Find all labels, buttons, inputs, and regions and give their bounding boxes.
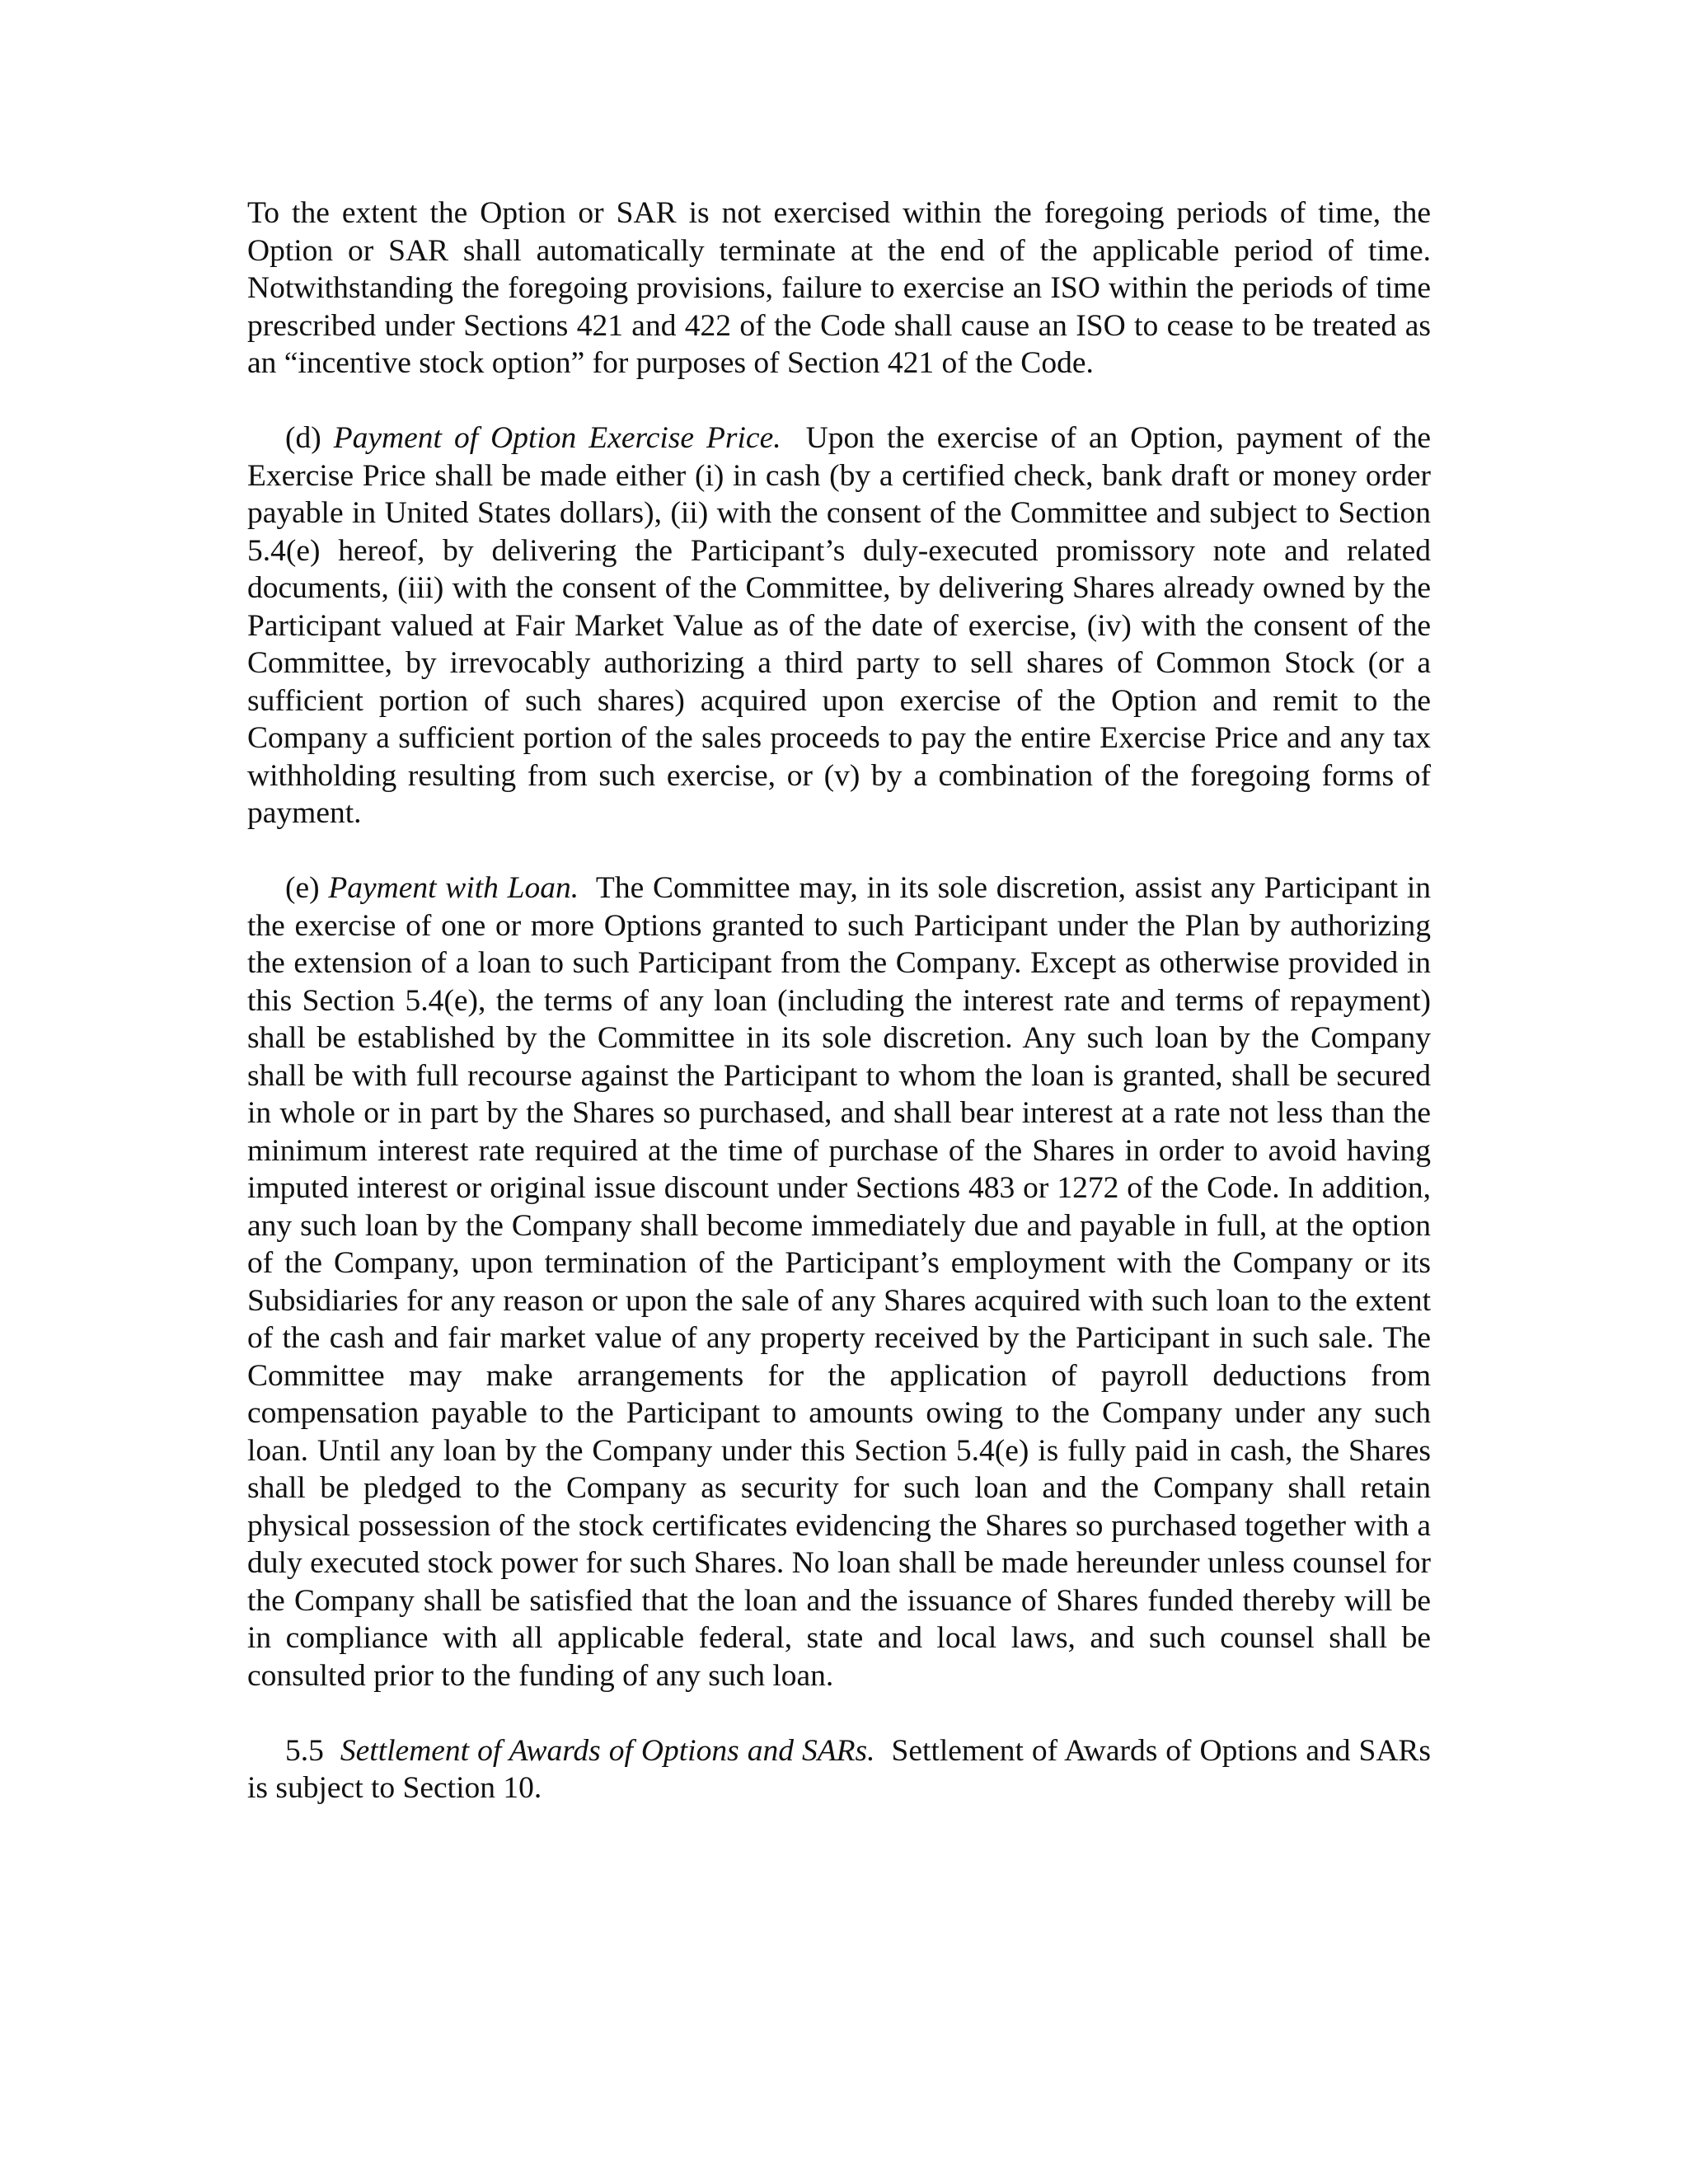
section-d-heading: Payment of Option Exercise Price. xyxy=(333,421,781,455)
section-5-5-label: 5.5 xyxy=(285,1733,324,1768)
section-d-paragraph xyxy=(247,419,1431,832)
section-d-body: Upon the exercise of an Option, payment of the Exercise Price shall be made either (i) in cash (by a certified check, bank draft or money order payable in United States dollars), (ii) with the consent of the Committee and subject to Section 5.4(e) hereof, by delivering the Participant’s duly-executed promissory note and related documents, (iii) with the consent of the Committee, by delivering Shares already owned by the Participant valued at Fair Market Value as of the date of exercise, (iv) with the consent of the Committee, by irrevocably authorizing a third party to sell shares of Common Stock (or a sufficient portion of such shares) acquired upon exercise of the Option and remit to the Company a sufficient portion of the sales proceeds to pay the entire Exercise Price and any tax withholding resulting from such exercise, or (v) by a combination of the foregoing forms of payment. xyxy=(247,421,1432,830)
section-d-label: (d) xyxy=(285,421,321,455)
section-5-5-heading: Settlement of Awards of Options and SARs. xyxy=(340,1733,875,1768)
section-5-5-body: Settlement of Awards of Options and SARs is subject to Section 10. xyxy=(247,1733,1432,1805)
intro-paragraph: To the extent the Option or SAR is not exercised within the foregoing periods of time, the Option or SAR shall automatically terminate at the end of the applicable period of time. Notwithstanding the foregoing provisions, failure to exercise an ISO within the periods of time prescribed under Sections 421 and 422 of the Code shall cause an ISO to cease to be treated as an “incentive stock option” for purposes of Section 421 of the Code. xyxy=(247,196,1431,380)
section-e-label: (e) xyxy=(285,871,320,905)
section-5-5-paragraph xyxy=(247,1732,1431,1807)
section-e-heading: Payment with Loan. xyxy=(328,871,579,905)
section-e-paragraph xyxy=(247,869,1431,1694)
section-e-body: The Committee may, in its sole discretion, assist any Participant in the exercise of one or more Options granted to such Participant under the Plan by authorizing the extension of a loan to such Participant from the Company. Except as otherwise provided in this Section 5.4(e), the terms of any loan (including the interest rate and terms of repayment) shall be established by the Committee in its sole discretion. Any such loan by the Company shall be with full recourse against the Participant to whom the loan is granted, shall be secured in whole or in part by the Shares so purchased, and shall bear interest at a rate not less than the minimum interest rate required at the time of purchase of the Shares in order to avoid having imputed interest or original issue discount under Sections 483 or 1272 of the Code. In addition, any such loan by the Company shall become immediately due and payable in full, at the option of the Company, upon termination of the Participant’s employment with the Company or its Subsidiaries for any reason or upon the sale of any Shares acquired with such loan to the extent of the cash and fair market value of any property received by the Participant in such sale. The Committee may make arrangements for the application of payroll deductions from compensation payable to the Participant to amounts owing to the Company under any such loan. Until any loan by the Company under this Section 5.4(e) is fully paid in cash, the Shares shall be pledged to the Company as security for such loan and the Company shall retain physical possession of the stock certificates evidencing the Shares so purchased together with a duly executed stock power for such Shares. No loan shall be made hereunder unless counsel for the Company shall be satisfied that the loan and the issuance of Shares funded thereby will be in compliance with all applicable federal, state and local laws, and such counsel shall be consulted prior to the funding of any such loan. xyxy=(247,871,1432,1693)
document-page xyxy=(247,194,1431,1844)
